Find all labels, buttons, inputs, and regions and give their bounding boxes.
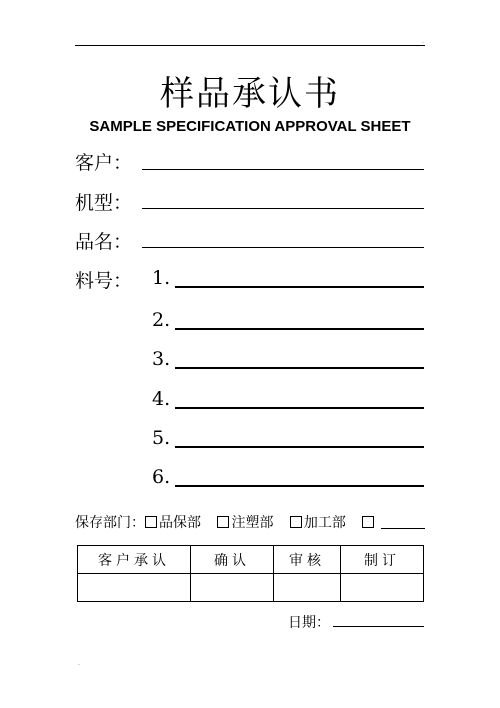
model-field[interactable] bbox=[142, 208, 424, 209]
page-subtitle: SAMPLE SPECIFICATION APPROVAL SHEET bbox=[89, 118, 411, 135]
part-no-index-4: 4. bbox=[152, 388, 171, 410]
header-confirm: 确认 bbox=[191, 546, 274, 574]
checkbox-icon[interactable] bbox=[145, 516, 157, 528]
dept-option-processing[interactable]: 加工部 bbox=[290, 515, 352, 531]
part-no-field-6[interactable] bbox=[175, 485, 424, 487]
part-no-field-2[interactable] bbox=[175, 328, 424, 330]
signature-review[interactable] bbox=[274, 574, 341, 602]
part-no-index-6: 6. bbox=[152, 466, 171, 488]
approval-signature-row bbox=[78, 574, 424, 602]
date-field[interactable] bbox=[333, 626, 424, 627]
storage-department-row bbox=[75, 512, 437, 532]
checkbox-icon[interactable] bbox=[217, 516, 229, 528]
storage-department-label: 保存部门： bbox=[75, 515, 145, 531]
dept-option-qa[interactable]: 品保部 bbox=[145, 515, 207, 531]
header-customer-approval: 客户承认 bbox=[78, 546, 191, 574]
part-no-label: 料号： bbox=[75, 270, 133, 292]
header-rule bbox=[75, 45, 425, 46]
footer-mark: . bbox=[78, 660, 80, 667]
part-no-field-1[interactable] bbox=[175, 286, 424, 288]
part-no-field-5[interactable] bbox=[175, 446, 424, 448]
product-name-label: 品名： bbox=[75, 231, 133, 253]
approval-header-row bbox=[78, 546, 424, 574]
dept-other-field[interactable] bbox=[381, 516, 425, 529]
page-title: 样品承认书 bbox=[160, 74, 340, 114]
part-no-index-1: 1. bbox=[152, 267, 171, 289]
signature-confirm[interactable] bbox=[191, 574, 274, 602]
part-no-field-4[interactable] bbox=[175, 407, 424, 409]
checkbox-icon[interactable] bbox=[290, 516, 302, 528]
approval-table bbox=[77, 545, 424, 602]
part-no-index-5: 5. bbox=[152, 427, 171, 449]
dept-option-other[interactable] bbox=[362, 515, 430, 531]
header-review: 审核 bbox=[274, 546, 341, 574]
part-no-index-2: 2. bbox=[152, 309, 171, 331]
signature-prepare[interactable] bbox=[341, 574, 424, 602]
customer-field[interactable] bbox=[142, 169, 424, 170]
corner-mark: . bbox=[422, 38, 424, 45]
checkbox-icon[interactable] bbox=[362, 516, 374, 528]
part-no-field-3[interactable] bbox=[175, 367, 424, 369]
date-label: 日期： bbox=[288, 615, 330, 631]
model-label: 机型： bbox=[75, 192, 133, 214]
signature-customer-approval[interactable] bbox=[78, 574, 191, 602]
part-no-index-3: 3. bbox=[152, 348, 171, 370]
product-name-field[interactable] bbox=[142, 247, 424, 248]
customer-label: 客户： bbox=[75, 152, 133, 174]
dept-option-molding[interactable]: 注塑部 bbox=[217, 515, 279, 531]
header-prepare: 制订 bbox=[341, 546, 424, 574]
